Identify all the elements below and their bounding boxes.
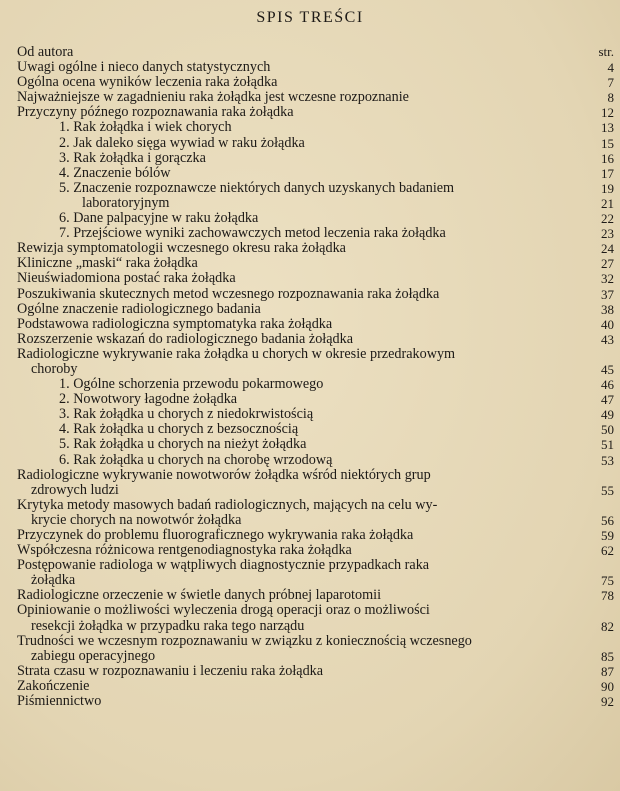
toc-entry-title: Piśmiennictwo: [17, 693, 102, 710]
toc-entry: [0, 226, 620, 241]
toc-entry-page: 21: [601, 195, 614, 211]
toc-entry-page: 22: [601, 211, 614, 227]
toc-entry-page: 82: [601, 618, 614, 634]
toc-entry-title: Trudności we wczesnym rozpoznawaniu w związku z koniecznością wczesnego: [17, 632, 472, 649]
toc-entry: [0, 498, 620, 513]
toc-entry: [0, 241, 620, 256]
toc-entry-title: resekcji żołądka w przypadku raka tego narządu: [31, 617, 305, 634]
toc-entry: [0, 588, 620, 603]
toc-entry-page: 85: [601, 648, 614, 664]
toc-entry-page: 8: [607, 90, 614, 106]
toc-entry: [0, 513, 620, 528]
toc-entry-title: krycie chorych na nowotwór żołądka: [31, 511, 242, 528]
toc-entry-page: 23: [601, 226, 614, 242]
toc-entry-title: 5. Znaczenie rozpoznawcze niektórych danych uzyskanych badaniem: [59, 179, 455, 196]
toc-entry-title: 1. Rak żołądka i wiek chorych: [59, 119, 232, 136]
toc-entry-page: 38: [601, 301, 614, 317]
toc-entry: [0, 287, 620, 302]
toc-entry-page: 90: [601, 678, 614, 694]
toc-entry-page: 92: [601, 694, 614, 710]
toc-entry-page: 62: [601, 543, 614, 559]
toc-entry-title: Postępowanie radiologa w wątpliwych diagnostycznie przypadkach raka: [17, 557, 430, 574]
toc-entry-title: Podstawowa radiologiczna symptomatyka raka żołądka: [17, 315, 333, 332]
toc-entry: [0, 558, 620, 573]
toc-entry-page: 55: [601, 482, 614, 498]
toc-entry-page: 47: [601, 392, 614, 408]
toc-entry-title: 2. Jak daleko sięga wywiad w raku żołądka: [59, 134, 305, 151]
toc-entry-page: 40: [601, 316, 614, 332]
toc-entry: [0, 302, 620, 317]
toc-entry: [0, 392, 620, 407]
toc-entry: [0, 543, 620, 558]
toc-entry: [0, 437, 620, 452]
toc-entry: [0, 573, 620, 588]
toc-entry-page: 37: [601, 286, 614, 302]
toc-entry-page: 43: [601, 331, 614, 347]
toc-entry: [0, 256, 620, 271]
table-of-contents: [0, 45, 620, 709]
toc-entry: [0, 181, 620, 196]
toc-entry-title: 1. Ogólne schorzenia przewodu pokarmowego: [59, 376, 324, 393]
toc-entry: [0, 694, 620, 709]
toc-entry: [0, 664, 620, 679]
toc-entry-title: laboratoryjnym: [82, 194, 170, 211]
toc-entry-title: 6. Dane palpacyjne w raku żołądka: [59, 210, 259, 227]
toc-entry: [0, 151, 620, 166]
toc-entry: [0, 468, 620, 483]
toc-entry-page: 17: [601, 165, 614, 181]
toc-entry-title: 3. Rak żołądka i gorączka: [59, 149, 206, 166]
toc-entry: [0, 120, 620, 135]
toc-entry-title: Rewizja symptomatologii wczesnego okresu raka żołądka: [17, 240, 346, 257]
toc-entry-title: Opiniowanie o możliwości wyleczenia drogą operacji oraz o możliwości: [17, 602, 430, 619]
toc-entry: [0, 136, 620, 151]
toc-entry-title: choroby: [31, 360, 78, 377]
toc-entry-title: Ogólne znaczenie radiologicznego badania: [17, 300, 261, 317]
toc-entry-title: 4. Rak żołądka u chorych z bezsocznością: [59, 421, 299, 438]
toc-entry: [0, 75, 620, 90]
toc-entry-title: 3. Rak żołądka u chorych z niedokrwistością: [59, 406, 314, 423]
toc-entry: [0, 422, 620, 437]
toc-entry-title: 6. Rak żołądka u chorych na chorobę wrzodową: [59, 451, 333, 468]
toc-entry: [0, 196, 620, 211]
toc-entry-page: 78: [601, 588, 614, 604]
toc-entry: [0, 45, 620, 60]
page-column-header: str.: [598, 44, 614, 59]
toc-entry-page: 59: [601, 528, 614, 543]
toc-entry-title: Rozszerzenie wskazań do radiologicznego badania żołądka: [17, 330, 354, 347]
toc-entry-page: 15: [601, 135, 614, 151]
toc-entry-title: 2. Nowotwory łagodne żołądka: [59, 391, 238, 408]
toc-entry-title: Nieuświadomiona postać raka żołądka: [17, 270, 236, 287]
toc-entry-page: 12: [601, 105, 614, 121]
toc-entry: [0, 634, 620, 649]
toc-entry-page: 75: [601, 573, 614, 589]
toc-entry-title: 5. Rak żołądka u chorych na nieżyt żołądka: [59, 436, 307, 453]
toc-entry: [0, 603, 620, 618]
toc-entry-page: 49: [601, 407, 614, 423]
toc-entry: [0, 105, 620, 120]
toc-entry-title: Poszukiwania skutecznych metod wczesnego rozpoznawania raka żołądka: [17, 285, 440, 302]
toc-entry-title: Radiologiczne orzeczenie w świetle danych próbnej laparotomii: [17, 587, 382, 604]
toc-entry-title: Ogólna ocena wyników leczenia raka żołądka: [17, 74, 278, 91]
toc-entry-title: Uwagi ogólne i nieco danych statystycznych: [17, 59, 271, 76]
toc-entry-title: Kliniczne „maski“ raka żołądka: [17, 255, 198, 272]
toc-entry-page: 51: [601, 437, 614, 453]
toc-entry-title: Radiologiczne wykrywanie nowotworów żołądka wśród niektórych grup: [17, 466, 431, 483]
toc-entry: [0, 679, 620, 694]
toc-entry-page: 24: [601, 241, 614, 257]
toc-entry: [0, 271, 620, 286]
toc-entry-page: 50: [601, 422, 614, 438]
toc-entry-title: 4. Znaczenie bólów: [59, 164, 171, 181]
toc-entry-page: 32: [601, 271, 614, 287]
toc-entry-title: Strata czasu w rozpoznawaniu i leczeniu raka żołądka: [17, 662, 324, 679]
toc-entry-title: Współczesna różnicowa rentgenodiagnostyka raka żołądka: [17, 542, 352, 559]
toc-entry-title: Krytyka metody masowych badań radiologicznych, mających na celu wy-: [17, 496, 438, 513]
toc-entry: [0, 483, 620, 498]
toc-entry-page: 45: [601, 361, 614, 377]
toc-entry: [0, 60, 620, 75]
toc-entry: [0, 166, 620, 181]
toc-entry-title: zabiegu operacyjnego: [31, 647, 156, 664]
toc-entry-page: 13: [601, 120, 614, 136]
toc-entry-title: Zakończenie: [17, 677, 90, 694]
toc-entry-page: 27: [601, 256, 614, 272]
toc-entry-page: 53: [601, 452, 614, 468]
toc-entry-title: zdrowych ludzi: [31, 481, 119, 498]
toc-entry-title: Przyczyny późnego rozpoznawania raka żołądka: [17, 104, 294, 121]
toc-entry-page: 7: [607, 75, 614, 91]
toc-entry: [0, 347, 620, 362]
toc-entry-title: Najważniejsze w zagadnieniu raka żołądka jest wczesne rozpoznanie: [17, 89, 409, 106]
toc-entry: [0, 332, 620, 347]
toc-entry-title: Przyczynek do problemu fluorograficznego wykrywania raka żołądka: [17, 527, 414, 543]
toc-entry-page: 87: [601, 663, 614, 679]
toc-entry-title: Od autora: [17, 44, 74, 60]
toc-entry: [0, 317, 620, 332]
toc-entry: [0, 649, 620, 664]
toc-entry-title: Radiologiczne wykrywanie raka żołądka u chorych w okresie przedrakowym: [17, 345, 456, 362]
toc-entry: [0, 362, 620, 377]
toc-entry-page: 46: [601, 377, 614, 393]
toc-entry-page: 19: [601, 180, 614, 196]
page-title: SPIS TREŚCI: [256, 9, 364, 26]
toc-entry: [0, 377, 620, 392]
toc-entry: [0, 90, 620, 105]
toc-entry: [0, 619, 620, 634]
toc-entry-page: 4: [607, 60, 614, 76]
toc-entry-page: 16: [601, 150, 614, 166]
toc-entry-title: 7. Przejściowe wyniki zachowawczych metod leczenia raka żołądka: [59, 225, 446, 242]
toc-entry: [0, 453, 620, 468]
toc-entry-page: 56: [601, 512, 614, 528]
toc-entry: [0, 211, 620, 226]
toc-entry: [0, 407, 620, 422]
toc-entry: [0, 528, 620, 543]
toc-entry-title: żołądka: [31, 572, 76, 589]
